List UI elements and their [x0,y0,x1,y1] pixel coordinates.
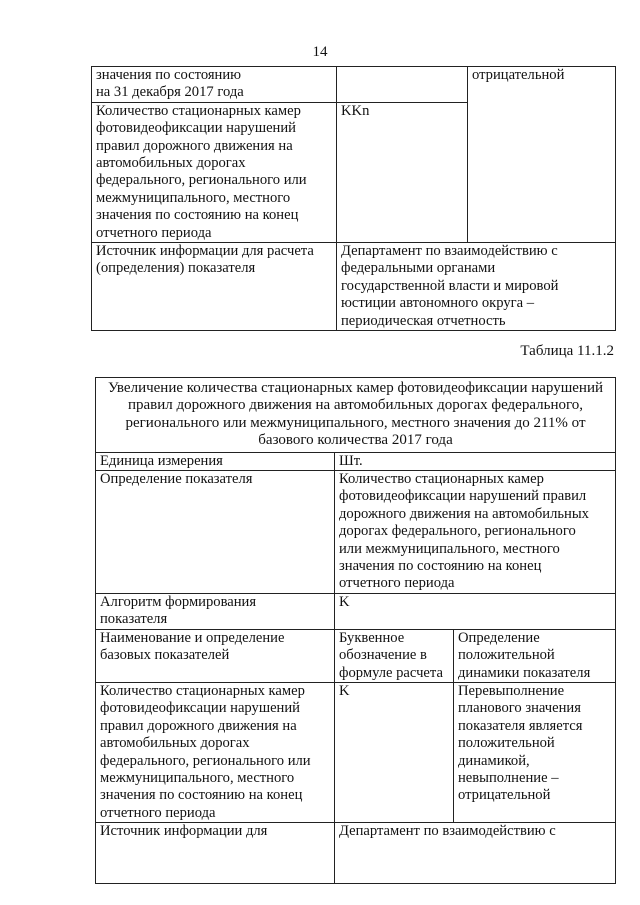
table-row [96,452,616,470]
cell-source-label: Источник информации для расчета (определения) показателя [92,243,337,331]
cell-prev-text: значения по состоянию на 31 декабря 2017 года [92,67,337,103]
indicator-table-11-1-2 [95,377,616,884]
cell-source-value: Департамент по взаимодействию с федеральными органами государственной власти и мировой юстиции автономного округа – периодическая отчетность [337,243,616,331]
dynamics-header: Определение положительной динамики показателя [454,629,616,682]
algorithm-label: Алгоритм формирования показателя [96,593,335,629]
algorithm-value: K [335,593,616,629]
definition-label: Определение показателя [96,471,335,594]
cell-empty [337,67,468,103]
cell-letter-kkn: KKn [337,102,468,242]
table-row [96,682,616,822]
cell-cameras-count: Количество стационарных камер фотовидеофиксации нарушений правил дорожного движения на автомобильных дорогах федерального, регионального или межмуниципального, местного значения по состоянию на конец отчетного периода [92,102,337,242]
table-row [92,243,616,331]
cell-dynamics: Перевыполнение планового значения показателя является положительной динамикой, невыполнение – отрицательной [454,682,616,822]
cell-cameras-count: Количество стационарных камер фотовидеофиксации нарушений правил дорожного движения на автомобильных дорогах федерального, регионального или межмуниципального, местного значения по состоянию на конец отчетного периода [96,682,335,822]
source-value: Департамент по взаимодействию с [335,823,616,884]
table-row [96,823,616,884]
indicator-table-continued [91,66,616,331]
unit-value: Шт. [335,452,616,470]
cell-letter-k: K [335,682,454,822]
letter-header: Буквенное обозначение в формуле расчета [335,629,454,682]
table-row [96,471,616,594]
base-indicators-label: Наименование и определение базовых показателей [96,629,335,682]
table-caption: Таблица 11.1.2 [520,343,614,359]
definition-value: Количество стационарных камер фотовидеофиксации нарушений правил дорожного движения на автомобильных дорогах федерального, регионального или межмуниципального, местного значения по состоянию на конец отчетного периода [335,471,616,594]
table-row [96,593,616,629]
table-row [92,67,616,103]
source-label: Источник информации для [96,823,335,884]
cell-dynamics-negative: отрицательной [468,67,616,243]
table-row [96,629,616,682]
table-row [96,378,616,453]
unit-label: Единица измерения [96,452,335,470]
page-number: 14 [312,44,328,60]
indicator-title: Увеличение количества стационарных камер фотовидеофиксации нарушений правил дорожного движения на автомобильных дорогах федерального, регионального или межмуниципального, местного значения до 211% от базового количества 2017 года [96,378,616,453]
